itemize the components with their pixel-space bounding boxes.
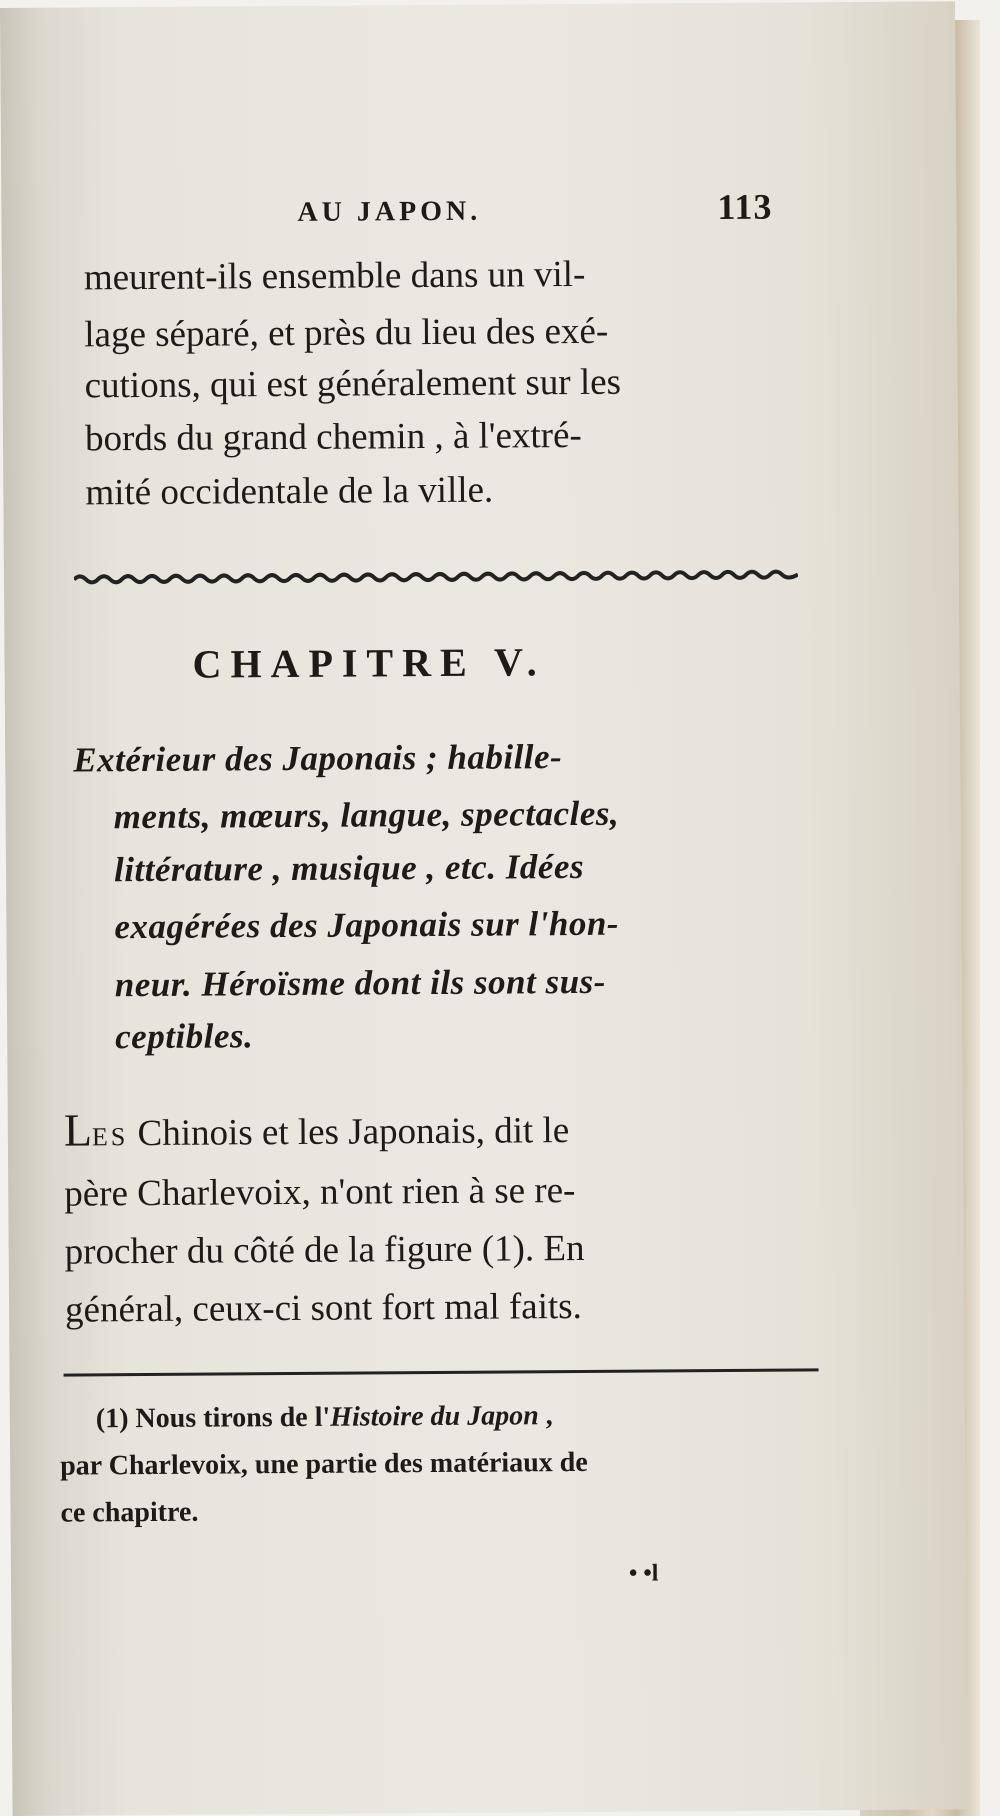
- text-line: père Charlevoix, n'ont rien à se re-: [64, 1170, 576, 1215]
- summary-line: Extérieur des Japonais ; habille-: [73, 737, 563, 780]
- running-title: AU JAPON.: [297, 195, 482, 228]
- chapter-title: CHAPITRE V.: [192, 639, 546, 687]
- summary-line: exagérées des Japonais sur l'hon-: [114, 903, 620, 947]
- paragraph-first-line: [64, 1104, 570, 1154]
- small-caps: ES: [91, 1122, 129, 1152]
- text-line: mité occidentale de la ville.: [85, 469, 494, 514]
- drop-cap: L: [63, 1104, 93, 1156]
- text-line: bords du grand chemin , à l'extré-: [84, 414, 582, 460]
- footnote-punct: ,: [538, 1400, 553, 1432]
- text-line: lage séparé, et près du lieu des exé-: [84, 310, 609, 356]
- signature-mark: • •l: [628, 1560, 659, 1587]
- footnote-line: par Charlevoix, une partie des matériaux de: [60, 1446, 588, 1482]
- footnote-line: [96, 1402, 553, 1433]
- summary-line: littérature , musique , etc. Idées: [113, 846, 585, 890]
- page-number: 113: [717, 186, 773, 227]
- footnote-title: Histoire du Japon: [330, 1400, 539, 1433]
- summary-line: ments, mœurs, langue, spectacles,: [113, 793, 620, 837]
- summary-line: ceptibles.: [115, 1016, 254, 1057]
- text-line: cutions, qui est généralement sur les: [84, 361, 622, 407]
- text-line: Chinois et les Japonais, dit le: [128, 1110, 570, 1155]
- footnote-rule: [64, 1368, 819, 1376]
- footnote-marker: (1) Nous tirons de l': [95, 1401, 331, 1435]
- text-line: procher du côté de la figure (1). En: [64, 1227, 585, 1273]
- footnote-line: ce chapitre.: [60, 1496, 199, 1529]
- summary-line: neur. Héroïsme dont ils sont sus-: [114, 961, 607, 1005]
- ornamental-rule: [74, 568, 798, 585]
- book-page: [0, 1, 968, 1816]
- text-line: meurent-ils ensemble dans un vil-: [83, 253, 586, 299]
- text-line: général, ceux-ci sont fort mal faits.: [64, 1285, 583, 1331]
